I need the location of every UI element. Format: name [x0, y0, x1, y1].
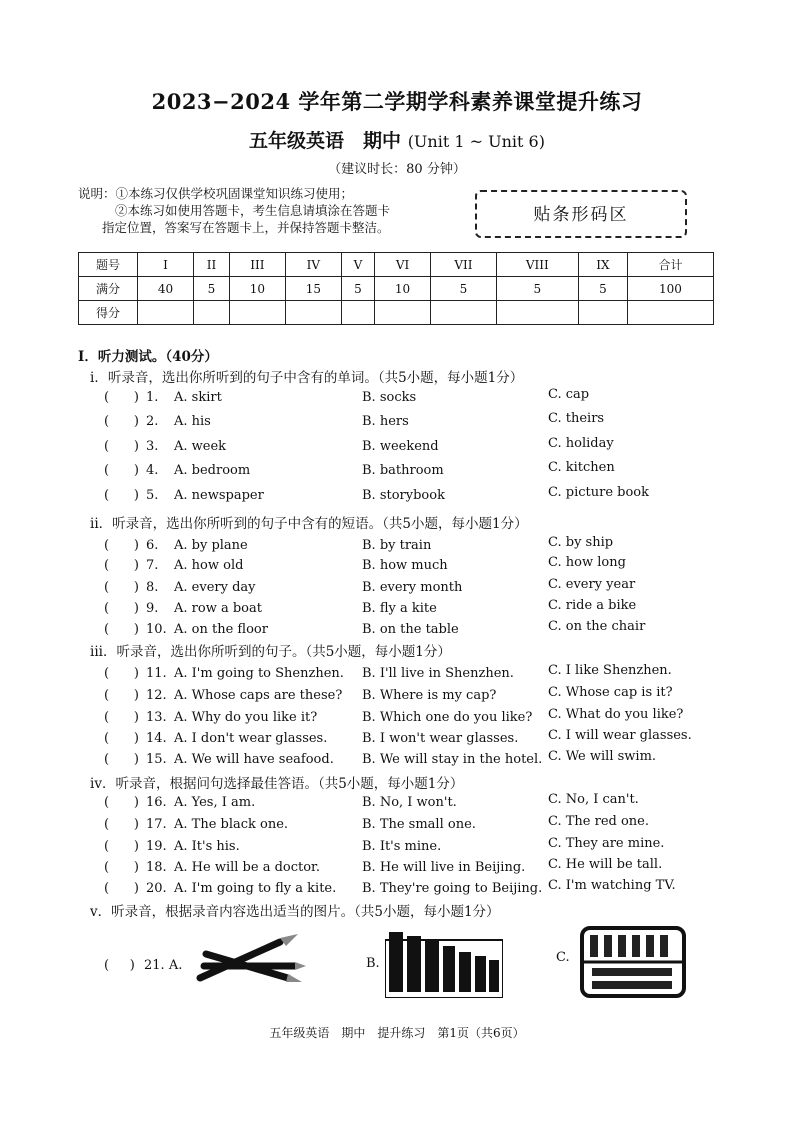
question-number: 11. — [146, 666, 167, 681]
question-number: 4. — [146, 463, 159, 478]
option-b[interactable]: B. bathroom — [362, 463, 444, 478]
option-c[interactable]: C. kitchen — [548, 460, 615, 475]
option-b[interactable]: B. weekend — [362, 439, 439, 454]
option-c[interactable]: C. cap — [548, 387, 590, 402]
question-number: 1. — [146, 390, 159, 405]
option-b[interactable]: B. by train — [362, 538, 432, 553]
question-number: 13. — [146, 710, 167, 725]
question-number: 9. — [146, 601, 159, 616]
option-c[interactable]: C. by ship — [548, 535, 614, 550]
crayon-shape — [407, 936, 421, 992]
crayon-shape — [489, 960, 499, 992]
option-c[interactable]: C. No, I can't. — [548, 792, 639, 807]
full-mark: 100 — [627, 277, 713, 301]
question-number: 3. — [146, 439, 159, 454]
option-a[interactable]: A. I don't wear glasses. — [174, 731, 328, 746]
question-number: 8. — [146, 580, 159, 595]
question-number: 14. — [146, 731, 167, 746]
crayon-shape — [389, 932, 403, 992]
instruction-line: ②本练习如使用答题卡，考生信息请填涂在答题卡 — [115, 203, 391, 218]
option-b[interactable]: B. hers — [362, 414, 409, 429]
score-cell[interactable] — [285, 301, 341, 325]
part-heading: ii．听录音，选出你所听到的句子中含有的短语。（共5小题，每小题1分） — [90, 516, 528, 532]
full-mark: 40 — [138, 277, 194, 301]
score-cell[interactable] — [430, 301, 496, 325]
part-heading: iv．听录音，根据问句选择最佳答语。（共5小题，每小题1分） — [90, 776, 464, 792]
column-header: III — [229, 253, 285, 277]
question-number: 19. — [146, 839, 167, 854]
option-a[interactable]: A. row a boat — [174, 601, 262, 616]
option-c[interactable]: C. ride a bike — [548, 598, 637, 613]
row-label: 满分 — [79, 277, 138, 301]
option-c[interactable]: C. I'm watching TV. — [548, 878, 676, 893]
question-number: 5. — [146, 488, 159, 503]
row-label: 题号 — [79, 253, 138, 277]
answer-blank[interactable]: ( ) — [104, 795, 139, 810]
question-number: 17. — [146, 817, 167, 832]
question-number: 15. — [146, 752, 167, 767]
option-b[interactable]: B. They're going to Beijing. — [362, 881, 543, 896]
option-c[interactable]: C. every year — [548, 577, 636, 592]
case-item — [660, 935, 668, 957]
column-header: 合计 — [627, 253, 713, 277]
question-number: 21. — [144, 958, 165, 973]
answer-blank[interactable]: ( ) — [104, 731, 139, 746]
question-number: 20. — [146, 881, 167, 896]
answer-blank[interactable]: ( ) — [104, 580, 139, 595]
part-heading: iii．听录音，选出你所听到的句子。（共5小题，每小题1分） — [90, 644, 451, 660]
option-b[interactable]: B. We will stay in the hotel. — [362, 752, 543, 767]
option-b[interactable]: B. No, I won't. — [362, 795, 457, 810]
answer-blank[interactable]: ( ) — [104, 414, 139, 429]
full-mark: 5 — [430, 277, 496, 301]
option-b[interactable]: B. on the table — [362, 622, 459, 637]
answer-blank[interactable]: ( ) — [104, 601, 139, 616]
option-b[interactable]: B. every month — [362, 580, 463, 595]
option-b[interactable]: B. fly a kite — [362, 601, 437, 616]
full-mark: 5 — [193, 277, 229, 301]
score-cell[interactable] — [341, 301, 374, 325]
option-c[interactable]: C. holiday — [548, 436, 614, 451]
case-item — [592, 981, 672, 989]
score-cell[interactable] — [138, 301, 194, 325]
option-b[interactable]: B. He will live in Beijing. — [362, 860, 526, 875]
exam-subtitle — [0, 126, 794, 153]
score-cell[interactable] — [496, 301, 578, 325]
pencil-tip — [286, 974, 302, 982]
question-number: 10. — [146, 622, 167, 637]
option-b-label: B. — [366, 956, 380, 971]
subtitle-main: 五年级英语 期中 — [249, 130, 402, 152]
option-c[interactable]: C. how long — [548, 555, 626, 570]
option-c[interactable]: C. The red one. — [548, 814, 650, 829]
full-mark: 5 — [341, 277, 374, 301]
column-header: I — [138, 253, 194, 277]
option-a[interactable]: A. I'm going to fly a kite. — [174, 881, 337, 896]
answer-blank[interactable]: ( ) — [104, 439, 139, 454]
score-table-row-score — [79, 301, 714, 325]
option-c[interactable]: C. They are mine. — [548, 836, 665, 851]
option-b[interactable]: B. Where is my cap? — [362, 688, 497, 703]
answer-blank[interactable]: ( ) — [104, 752, 139, 767]
full-mark: 10 — [375, 277, 431, 301]
option-a[interactable]: A. newspaper — [174, 488, 264, 503]
option-a[interactable]: A. by plane — [174, 538, 248, 553]
crayon-shape — [459, 952, 471, 992]
option-b[interactable]: B. socks — [362, 390, 417, 405]
option-a-label: A. — [168, 958, 183, 973]
column-header: VI — [375, 253, 431, 277]
option-b[interactable]: B. It's mine. — [362, 839, 442, 854]
question-number: 12. — [146, 688, 167, 703]
option-a[interactable]: A. bedroom — [174, 463, 251, 478]
option-c[interactable]: C. picture book — [548, 485, 649, 500]
option-c[interactable]: C. Whose cap is it? — [548, 685, 673, 700]
option-b[interactable]: B. I'll live in Shenzhen. — [362, 666, 514, 681]
instruction-line: 说明：①本练习仅供学校巩固课堂知识练习使用； — [78, 186, 354, 201]
crayons-image[interactable] — [385, 928, 503, 998]
option-c[interactable]: C. I like Shenzhen. — [548, 663, 672, 678]
full-mark: 15 — [285, 277, 341, 301]
column-header: VIII — [496, 253, 578, 277]
option-a[interactable]: A. Whose caps are these? — [174, 688, 343, 703]
option-a[interactable]: A. It's his. — [174, 839, 240, 854]
answer-blank[interactable]: ( ) — [104, 390, 139, 405]
page-footer: 五年级英语 期中 提升练习 第1页（共6页） — [269, 1026, 525, 1040]
column-header: IX — [578, 253, 627, 277]
option-c[interactable]: C. What do you like? — [548, 707, 684, 722]
answer-blank[interactable]: ( ) — [104, 958, 135, 973]
option-a[interactable]: A. We will have seafood. — [174, 752, 334, 767]
case-item — [618, 935, 626, 957]
answer-blank[interactable]: ( ) — [104, 622, 139, 637]
option-a[interactable]: A. week — [174, 439, 227, 454]
case-item — [604, 935, 612, 957]
full-mark: 5 — [496, 277, 578, 301]
option-c[interactable]: C. theirs — [548, 411, 605, 426]
answer-blank[interactable]: ( ) — [104, 688, 139, 703]
option-a[interactable]: A. skirt — [174, 390, 222, 405]
barcode-area: 贴条形码区 — [475, 190, 687, 238]
answer-blank[interactable]: ( ) — [104, 558, 139, 573]
option-a[interactable]: A. He will be a doctor. — [174, 860, 320, 875]
answer-blank[interactable]: ( ) — [104, 538, 139, 553]
crayon-shape — [425, 940, 439, 992]
option-c[interactable]: C. on the chair — [548, 619, 646, 634]
instruction-line: 指定位置，答案写在答题卡上，并保持答题卡整洁。 — [102, 220, 390, 235]
row-label: 得分 — [79, 301, 138, 325]
option-b[interactable]: B. storybook — [362, 488, 445, 503]
pencil-case-image[interactable] — [580, 926, 686, 998]
option-a[interactable]: A. The black one. — [174, 817, 289, 832]
option-b[interactable]: B. I won't wear glasses. — [362, 731, 519, 746]
option-a[interactable]: A. on the floor — [174, 622, 268, 637]
column-header: IV — [285, 253, 341, 277]
subtitle-units: (Unit 1 ~ Unit 6) — [407, 132, 545, 151]
score-table-row-header — [79, 253, 714, 277]
option-b[interactable]: B. how much — [362, 558, 448, 573]
option-c[interactable]: C. He will be tall. — [548, 857, 663, 872]
part-heading: v．听录音，根据录音内容选出适当的图片。（共5小题，每小题1分） — [90, 904, 500, 920]
score-table — [78, 252, 714, 325]
column-header: II — [193, 253, 229, 277]
option-a[interactable]: A. Yes, I am. — [174, 795, 256, 810]
answer-blank[interactable]: ( ) — [104, 666, 139, 681]
column-header: VII — [430, 253, 496, 277]
case-item — [590, 935, 598, 957]
option-a[interactable]: A. every day — [174, 580, 256, 595]
exam-title: 2023−2024 学年第二学期学科素养课堂提升练习 — [151, 89, 643, 114]
part-heading: i．听录音，选出你所听到的句子中含有的单词。（共5小题，每小题1分） — [90, 370, 524, 386]
option-c[interactable]: C. We will swim. — [548, 749, 657, 764]
full-mark: 5 — [578, 277, 627, 301]
score-cell[interactable] — [229, 301, 285, 325]
crayon-shape — [443, 946, 455, 992]
score-cell[interactable] — [193, 301, 229, 325]
answer-blank[interactable]: ( ) — [104, 860, 139, 875]
suggested-duration: （建议时长：80 分钟） — [328, 162, 466, 177]
case-item — [592, 968, 672, 976]
option-b[interactable]: B. Which one do you like? — [362, 710, 533, 725]
answer-blank[interactable]: ( ) — [104, 839, 139, 854]
case-item — [632, 935, 640, 957]
option-a[interactable]: A. Why do you like it? — [174, 710, 318, 725]
option-a[interactable]: A. his — [174, 414, 211, 429]
option-c-label: C. — [556, 950, 570, 965]
answer-blank[interactable]: ( ) — [104, 881, 139, 896]
option-c[interactable]: C. I will wear glasses. — [548, 728, 692, 743]
option-a[interactable]: A. how old — [174, 558, 244, 573]
pencil-tip — [295, 962, 306, 970]
question-number: 2. — [146, 414, 159, 429]
score-cell[interactable] — [375, 301, 431, 325]
pencils-image[interactable] — [190, 930, 308, 988]
instructions — [78, 185, 390, 236]
answer-blank[interactable]: ( ) — [104, 817, 139, 832]
question-number: 7. — [146, 558, 159, 573]
section-title: I．听力测试。（40分） — [78, 349, 218, 365]
score-table-row-full-marks — [79, 277, 714, 301]
case-item — [646, 935, 654, 957]
score-cell[interactable] — [627, 301, 713, 325]
full-mark: 10 — [229, 277, 285, 301]
score-cell[interactable] — [578, 301, 627, 325]
crayon-shape — [475, 956, 486, 992]
answer-blank[interactable]: ( ) — [104, 710, 139, 725]
answer-blank[interactable]: ( ) — [104, 488, 139, 503]
option-b[interactable]: B. The small one. — [362, 817, 476, 832]
question-number: 18. — [146, 860, 167, 875]
answer-blank[interactable]: ( ) — [104, 463, 139, 478]
question-number: 6. — [146, 538, 159, 553]
question-number: 16. — [146, 795, 167, 810]
option-a[interactable]: A. I'm going to Shenzhen. — [174, 666, 344, 681]
column-header: V — [341, 253, 374, 277]
